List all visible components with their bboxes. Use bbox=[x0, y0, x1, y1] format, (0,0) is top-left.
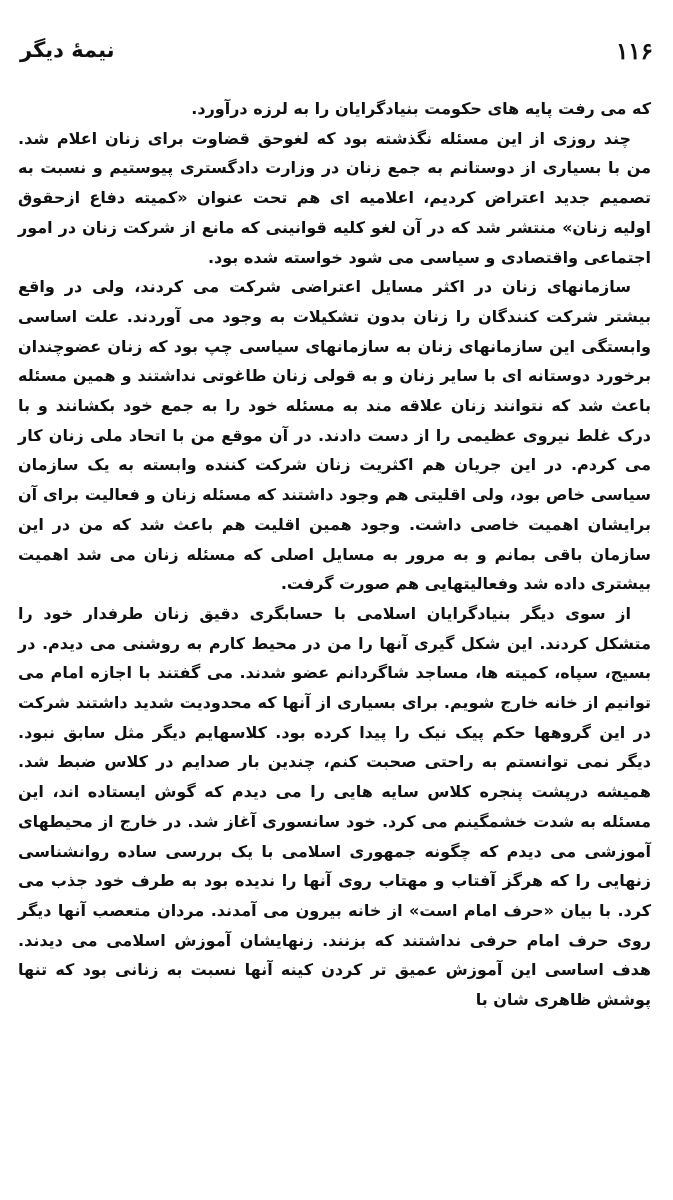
page-number: ۱۱۶ bbox=[615, 38, 653, 65]
running-header bbox=[20, 38, 653, 78]
paragraph-1: که می رفت پایه های حکومت بنیادگرایان را به لرزه درآورد. bbox=[191, 99, 651, 118]
running-title: نیمهٔ دیگر bbox=[20, 38, 115, 62]
body-text bbox=[18, 94, 651, 1015]
paragraph-2: چند روزی از این مسئله نگذشته بود که لغوحق قضاوت برای زنان اعلام شد. من با بسیاری از دوستانم به جمع زنان در وزارت دادگستری پیوستیم و نسبت به تصمیم جدید اعتراض کردیم، اعلامیه ای هم تحت عنوان «کمیته دفاع ازحقوق اولیه زنان» منتشر شد که در آن لغو کلیه قوانینی که مانع از شرکت زنان در امور اجتماعی واقتصادی و سیاسی می شود خواسته شده بود. bbox=[18, 128, 651, 267]
paragraph-4: از سوی دیگر بنیادگرایان اسلامی با حسابگری دقیق زنان طرفدار خود را متشکل کردند. این شکل گیری آنها را من در محیط کارم به روشنی می دیدم. در بسیج، سپاه، کمیته ها، مساجد شاگردانم عضو شدند. می گفتند با اجازه امام می توانیم از خانه خارج شویم. برای بسیاری از آنها که محدودیت شدید داشتند شرکت در این گروهها حکم پیک نیک را پیدا کرده بود. کلاسهایم دیگر مثل سابق نبود. دیگر نمی توانستم به راحتی صحبت کنم، چندین بار صدایم در کلاس ضبط شد. همیشه درپشت پنجره کلاس سایه هایی را می دیدم که گوش ایستاده اند، این مسئله به شدت خشمگینم می کرد. خود سانسوری آغاز شد. در خارج از محیطهای آموزشی می دیدم که چگونه جمهوری اسلامی با یک بررسی ساده روانشناسی زنهایی را که هرگز آفتاب و مهتاب روی آنها را ندیده بود به طرف خود جذب می کرد. با بیان «حرف امام است» از خانه بیرون می آمدند. مردان متعصب آنها دیگر روی حرف امام حرفی نداشتند که بزنند. زنهایشان آموزش اسلامی می دیدند. هدف اساسی این آموزش عمیق تر کردن کینه آنها نسبت به زنانی بود که تنها پوشش ظاهری شان با bbox=[18, 603, 651, 1010]
paragraph-3: سازمانهای زنان در اکثر مسایل اعتراضی شرکت می کردند، ولی در واقع بیشتر شرکت کنندگان را زنان بدون تشکیلات به وجود می آوردند. علت اساسی وابستگی این سازمانهای زنان به سازمانهای سیاسی چپ بود که زنان عضوچندان برخورد دوستانه ای با سایر زنان و به قولی زنان طاغوتی نداشتند و همین مسئله باعث شد که نتوانند زنان علاقه مند به مسئله خود را به جمع خود بکشانند و با درک غلط نیروی عظیمی را از دست دادند. در آن موقع من با اتحاد ملی زنان کار می کردم. در این جریان هم اکثریت زنان شرکت کننده وابسته به یک سازمان سیاسی خاص بود، ولی اقلیتی هم وجود داشتند که مسئله زنان و فعالیت برای آن برایشان اهمیت خاصی داشت. وجود همین اقلیت هم باعث شد که من در این سازمان باقی بمانم و به مرور به مسایل اصلی که مسئله زنان می شد اهمیت بیشتری داده شد وفعالیتهایی هم صورت گرفت. bbox=[18, 277, 651, 594]
